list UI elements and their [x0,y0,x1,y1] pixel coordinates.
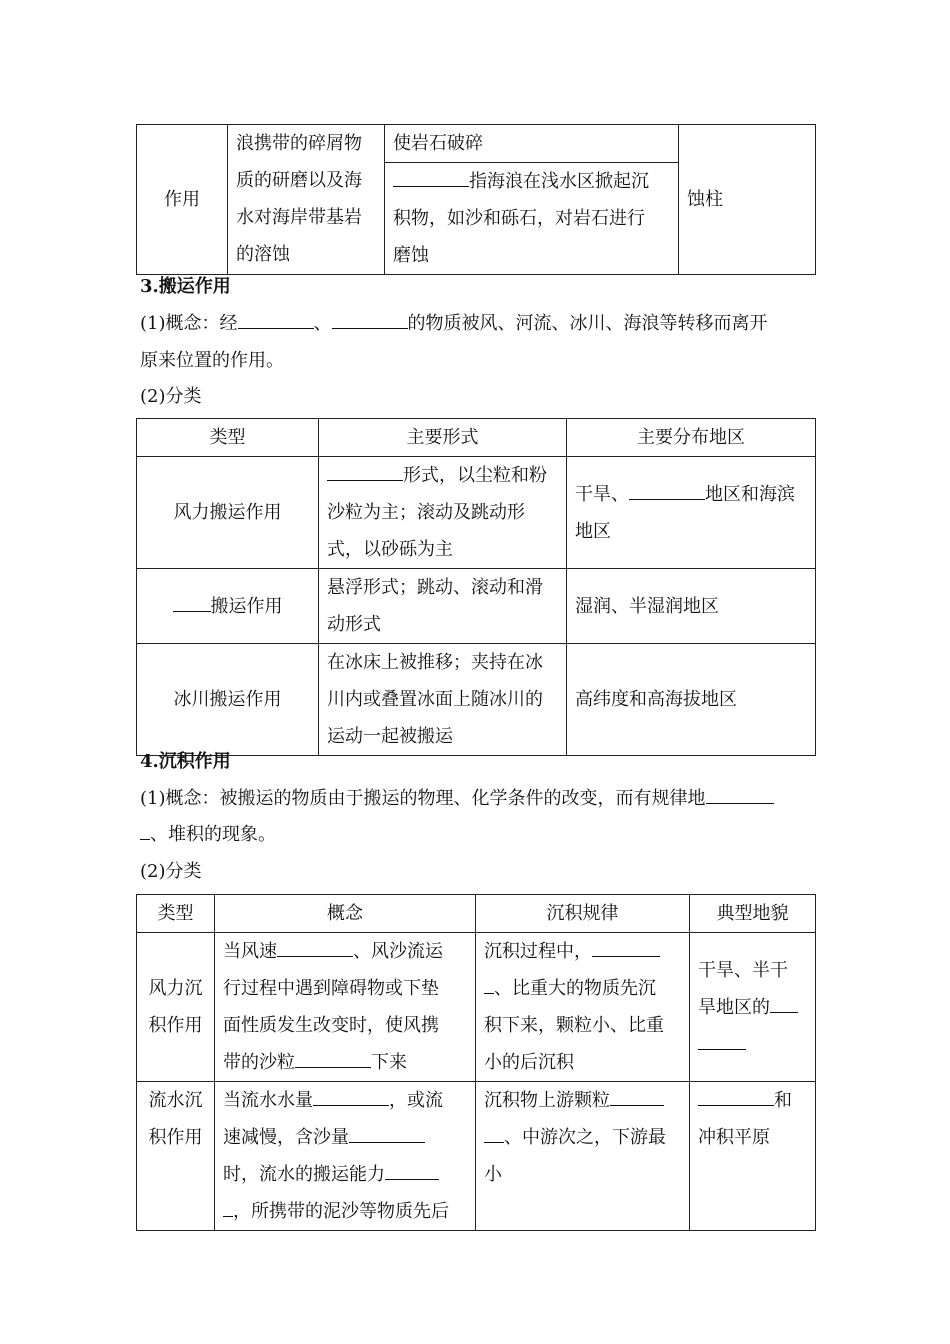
blank-field [385,1157,439,1180]
section-4-title: 4.沉积作用 [140,751,231,772]
table-row: 流水沉 积作用 当流水水量 ，或流 速减慢，含沙量 时，流水的搬运能力 ，所携带的泥沙等物质先后 沉积物上游颗粒 、中游次之，下游最 小 和 冲积平原 [137,1082,816,1231]
blank-field [706,781,774,804]
table-row: 冰川搬运作用 在冰床上被推移；夹持在冰 川内或叠置冰面上随冰川的 运动一起被搬运 高纬度和高海拔地区 [137,644,816,756]
blank-field [313,1083,389,1106]
header-form: 主要形式 [319,419,567,457]
section-4-classify: (2)分类 [140,861,202,882]
blank-field [484,971,494,994]
blank-field [277,934,353,957]
section-4-concept: (1)概念：被搬运的物质由于搬运的物理、化学条件的改变，而有规律地 [140,780,820,817]
section-3-classify: (2)分类 [140,386,202,407]
row-head-cell: 作用 [137,125,228,275]
blank-field [332,306,408,329]
landform-cell: 蚀柱 [679,125,816,275]
section-4-concept-cont: 、堆积的现象。 [140,816,820,853]
blank-field [610,1083,664,1106]
blank-field [698,1083,774,1106]
section-3-concept: (1)概念：经 、 的物质被风、河流、冰川、海浪等转移而离开 [140,305,820,342]
deposition-table [136,894,816,1231]
header-region: 主要分布地区 [567,419,816,457]
header-concept: 概念 [215,895,476,933]
blank-field [349,1120,425,1143]
section-3-concept-cont: 原来位置的作用。 [140,350,284,371]
table-row: 风力沉 积作用 当风速 、风沙流运 行过程中遇到障碍物或下垫 面性质发生改变时，使风携 带的沙粒 下来 沉积过程中， 、比重大的物质先沉 积下来，颗粒小、比重 小的后沉积 干旱、半干 旱地区的 [137,933,816,1082]
erosion-table [136,124,816,275]
header-type: 类型 [137,895,215,933]
blank-field [173,589,211,612]
effect-bottom-cell: 指海浪在浅水区掀起沉 积物，如沙和砾石，对岩石进行 磨蚀 [385,163,679,275]
blank-field [223,1194,233,1217]
table-row: 搬运作用 悬浮形式；跳动、滚动和滑 动形式 湿润、半湿润地区 [137,569,816,644]
blank-field [295,1045,371,1068]
table-row: 风力搬运作用 形式，以尘粒和粉 沙粒为主；滚动及跳动形 式，以砂砾为主 干旱、 地区和海滨 地区 [137,457,816,569]
blank-field [238,306,314,329]
header-landform: 典型地貌 [690,895,816,933]
section-3-title: 3.搬运作用 [140,276,231,297]
blank-field [484,1120,504,1143]
blank-field [629,477,705,500]
header-type: 类型 [137,419,319,457]
transport-table [136,418,816,756]
header-rule: 沉积规律 [476,895,690,933]
blank-field [327,458,403,481]
blank-field [140,817,150,840]
blank-field [592,934,660,957]
blank-field [698,1027,746,1050]
desc-cell: 浪携带的碎屑物 质的研磨以及海 水对海岸带基岩 的溶蚀 [228,125,385,275]
blank-field [393,164,469,187]
blank-field [770,990,798,1013]
effect-top-cell: 使岩石破碎 [385,125,679,163]
